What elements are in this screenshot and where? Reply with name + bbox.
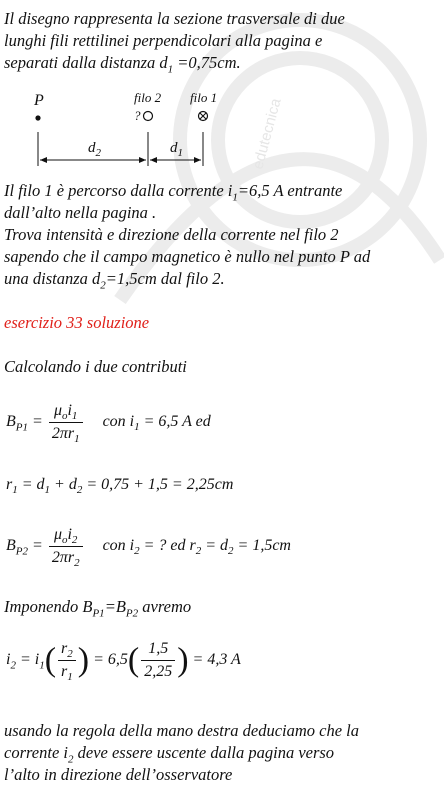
- d2-label: $d_2$: [88, 140, 101, 159]
- solution-title: esercizio 33 soluzione: [4, 313, 150, 332]
- d1-label: $d_1$: [170, 140, 183, 159]
- d1-arrow: [150, 157, 201, 163]
- equation-r1: $r_1 = d_1 + d_2 = 0,75 + 1,5 = 2,25cm$: [6, 476, 234, 497]
- unknown-direction-mark: ?: [134, 108, 141, 123]
- conclusion-line-2: corrente $i_2$ deve essere uscente dalla pagina verso: [4, 743, 335, 766]
- wire-2-label: filo 2: [134, 90, 162, 105]
- intro-line-1: Il disegno rappresenta la sezione trasversale di due: [4, 9, 345, 28]
- point-p-dot: [35, 115, 40, 120]
- conclusion-line-1: usando la regola della mano destra deduciamo che la: [4, 721, 360, 740]
- d2-arrow: [40, 157, 146, 163]
- problem-line-3: Trova intensità e direzione della corrente nel filo 2: [4, 225, 339, 244]
- intro-line-2: lunghi fili rettilinei perpendicolari alla pagina e: [4, 31, 323, 50]
- watermark-text: edutecnica: [249, 96, 285, 172]
- equation-bp2: $B_{P2}$ = $\frac{\mu_oi_2}{2\pi r_2}$ con $i_2$ = ? ed $r_2 = d_2 = 1,5cm$: [6, 526, 291, 570]
- impose-line: Imponendo $B_{P1}=B_{P2}$ avremo: [4, 597, 192, 620]
- equation-bp1: $B_{P1}$ = $\frac{\mu_oi_1}{2\pi r_1}$ con $i_1 = 6,5$ A ed: [6, 402, 211, 446]
- intro-line-3: separati dalla distanza $d_1 =0,75cm$.: [4, 53, 241, 76]
- calc-intro: Calcolando i due contributi: [4, 357, 187, 376]
- wire-1-label: filo 1: [190, 90, 218, 105]
- wire-2-outgoing-icon: [144, 112, 153, 121]
- wire-1-incoming-icon: [199, 112, 208, 121]
- problem-line-5: una distanza $d_2=1,5cm$ dal filo 2.: [4, 269, 225, 292]
- problem-line-1: Il filo 1 è percorso dalla corrente $i_1=6,5$ A entrante: [4, 181, 343, 204]
- equation-i2: $i_2 = i_1$( $\frac{r_2}{r_1}$ ) = 6,5( $\frac{1,5}{2,25}$ ) = 4,3 A: [6, 640, 241, 684]
- point-p-label: P: [34, 92, 44, 109]
- wire-diagram: [0, 86, 444, 172]
- problem-line-4: sapendo che il campo magnetico è nullo nel punto P ad: [4, 247, 371, 266]
- problem-line-2: dall’alto nella pagina .: [4, 203, 157, 222]
- conclusion-line-3: l’alto in direzione dell’osservatore: [4, 765, 233, 784]
